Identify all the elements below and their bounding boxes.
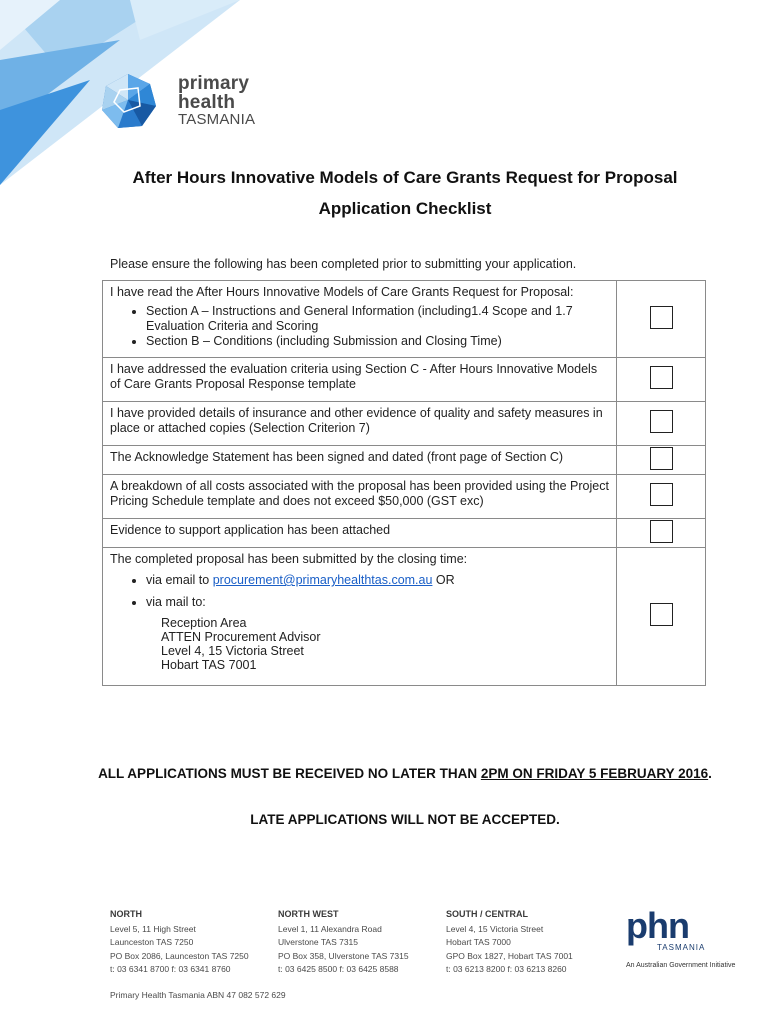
mailing-address xyxy=(161,616,609,672)
checkbox-cell xyxy=(617,519,706,548)
deadline-text: ALL APPLICATIONS MUST BE RECEIVED NO LATER THAN xyxy=(98,766,481,781)
checklist-row xyxy=(103,475,706,519)
document-title: After Hours Innovative Models of Care Grants Request for Proposal xyxy=(132,168,678,187)
footer-office-north xyxy=(110,908,249,977)
checklist-row xyxy=(103,402,706,446)
checklist-item-text xyxy=(103,281,617,358)
office-line: Level 5, 11 High Street xyxy=(110,923,196,934)
bullet-item: • Section A – Instructions and General Information (including1.4 Scope and 1.7 Evaluation Criteria and Scoring xyxy=(146,304,609,334)
office-line: t: 03 6213 8200 f: 03 6213 8260 xyxy=(446,964,567,974)
address-line: Hobart TAS 7001 xyxy=(161,658,257,672)
footer-office-northwest xyxy=(278,908,409,977)
deadline-notice xyxy=(80,765,730,782)
checkbox[interactable] xyxy=(650,366,673,389)
phn-initiative-text: An Australian Government Initiative xyxy=(626,962,736,969)
checkbox-cell xyxy=(617,446,706,475)
office-line: PO Box 358, Ulverstone TAS 7315 xyxy=(278,950,409,961)
checkbox-cell xyxy=(617,358,706,402)
checklist-item-text: A breakdown of all costs associated with the proposal has been provided using the Project Pricing Schedule template and does not exceed $50,000 (GST exc) xyxy=(103,475,617,519)
office-line: GPO Box 1827, Hobart TAS 7001 xyxy=(446,950,573,961)
checklist-table xyxy=(102,280,706,686)
checklist-row xyxy=(103,446,706,475)
bullet-list xyxy=(110,304,609,349)
checkbox[interactable] xyxy=(650,306,673,329)
checklist-item-text: The Acknowledge Statement has been signed and dated (front page of Section C) xyxy=(103,446,617,475)
checklist-item-text: I have addressed the evaluation criteria using Section C - After Hours Innovative Models of Care Grants Proposal Response template xyxy=(103,358,617,402)
office-heading: NORTH xyxy=(110,909,142,919)
checkbox-cell xyxy=(617,548,706,686)
checklist-row xyxy=(103,519,706,548)
phn-logo-icon: phn xyxy=(626,905,689,946)
checkbox-cell xyxy=(617,281,706,358)
document-subtitle: Application Checklist xyxy=(318,199,492,218)
office-line: t: 03 6341 8700 f: 03 6341 8760 xyxy=(110,964,231,974)
checklist-row xyxy=(103,281,706,358)
checkbox[interactable] xyxy=(650,483,673,506)
address-line: ATTEN Procurement Advisor xyxy=(161,630,321,644)
office-line: t: 03 6425 8500 f: 03 6425 8588 xyxy=(278,964,399,974)
office-heading: NORTH WEST xyxy=(278,909,339,919)
office-line: Level 1, 11 Alexandra Road xyxy=(278,923,382,934)
office-line: Launceston TAS 7250 xyxy=(110,937,194,947)
brand-line-1: primary xyxy=(178,73,250,94)
office-line: Ulverstone TAS 7315 xyxy=(278,937,359,947)
checkbox[interactable] xyxy=(650,447,673,470)
address-line: Level 4, 15 Victoria Street xyxy=(161,644,304,658)
checklist-row xyxy=(103,548,706,686)
checklist-row xyxy=(103,358,706,402)
bullet-list xyxy=(110,573,609,610)
phn-logo-subtext: TASMANIA xyxy=(657,943,706,952)
checkbox[interactable] xyxy=(650,603,673,626)
office-line: Level 4, 15 Victoria Street xyxy=(446,923,544,934)
bullet-item: • via mail to: xyxy=(146,595,609,610)
brand-wordmark xyxy=(178,74,255,128)
email-suffix: OR xyxy=(432,573,455,587)
checklist-item-text xyxy=(103,548,617,686)
late-notice: LATE APPLICATIONS WILL NOT BE ACCEPTED. xyxy=(250,812,560,827)
bullet-item xyxy=(146,573,609,588)
address-line: Reception Area xyxy=(161,616,247,630)
office-line: PO Box 2086, Launceston TAS 7250 xyxy=(110,950,249,961)
abn-text: Primary Health Tasmania ABN 47 082 572 629 xyxy=(110,990,286,1000)
row-text: I have read the After Hours Innovative Models of Care Grants Request for Proposal: xyxy=(110,285,574,299)
footer-office-south xyxy=(446,908,573,977)
office-line: Hobart TAS 7000 xyxy=(446,937,511,947)
deadline-date: 2PM ON FRIDAY 5 FEBRUARY 2016 xyxy=(480,766,709,781)
intro-text: Please ensure the following has been completed prior to submitting your application. xyxy=(110,257,577,271)
brand-line-2: health xyxy=(178,92,236,113)
brand-line-3: TASMANIA xyxy=(178,111,256,128)
checkbox-cell xyxy=(617,475,706,519)
row-text: The completed proposal has been submitted by the closing time: xyxy=(110,552,468,566)
deadline-period: . xyxy=(708,766,712,781)
office-heading: SOUTH / CENTRAL xyxy=(446,909,528,919)
checklist-item-text: I have provided details of insurance and other evidence of quality and safety measures in place or attached copies (Selection Criterion 7) xyxy=(103,402,617,446)
checklist-item-text: Evidence to support application has been attached xyxy=(103,519,617,548)
checkbox-cell xyxy=(617,402,706,446)
checkbox[interactable] xyxy=(650,520,673,543)
email-prefix: via email to xyxy=(146,573,213,587)
email-link[interactable]: procurement@primaryhealthtas.com.au xyxy=(212,573,433,587)
checkbox[interactable] xyxy=(650,410,673,433)
bullet-item: • Section B – Conditions (including Submission and Closing Time) xyxy=(146,334,609,349)
